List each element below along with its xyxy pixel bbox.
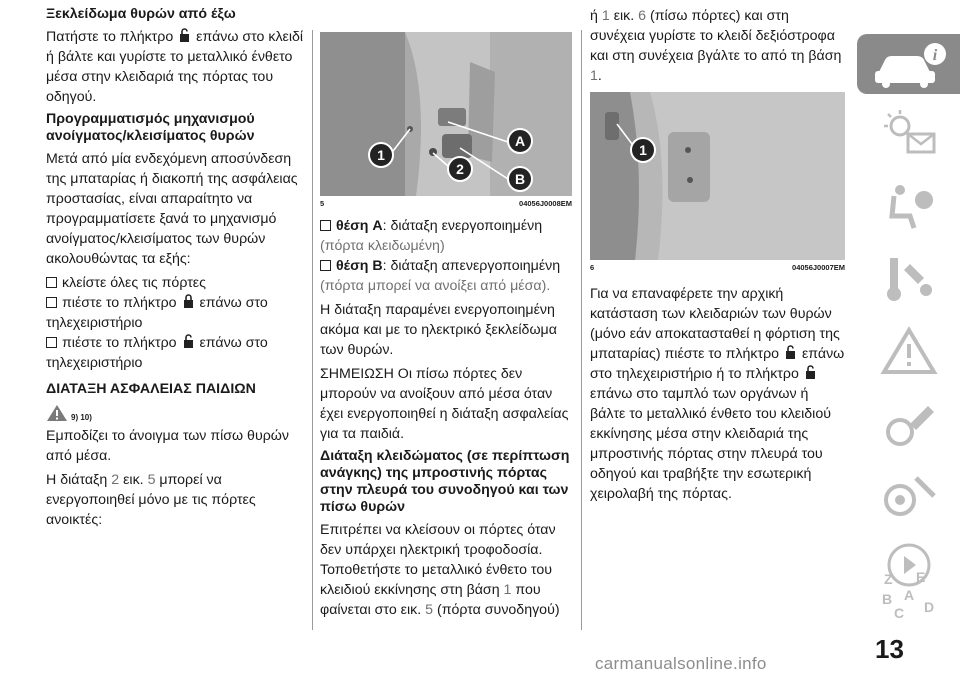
text: : διάταξη ενεργοποιημένη [382,218,543,234]
section-heading-emergency-lock: Διάταξη κλειδώματος (σε περίπτωση ανάγκης) της μπροστινής πόρτας στην πλευρά του συνοδηγού και των πίσω θυρών [320,448,570,515]
position-b-note: (πόρτα μπορεί να ανοίξει από μέσα). [320,278,551,294]
paragraph-unlock [46,27,308,107]
rear-door-illustration [590,92,845,260]
list-item [46,273,308,293]
text: εικ. [613,8,635,24]
paragraph-restore [590,284,845,504]
paragraph-emergency-lock [320,520,572,620]
paragraph-child-safety: Εμποδίζει το άνοιγμα των πίσω θυρών από μέσα. [46,428,289,464]
car-info-icon [857,34,960,94]
warning-triangle-icon [880,326,938,376]
section-heading-child-safety: ΔΙΑΤΑΞΗ ΑΣΦΑΛΕΙΑΣ ΠΑΙΔΙΩΝ [46,381,256,397]
unlock-padlock-icon [805,365,816,380]
paragraph-device-active: Η διάταξη παραμένει ενεργοποιημένη ακόμα και με το ηλεκτρικό ξεκλείδωμα των θυρών. [320,302,557,358]
lock-padlock-icon [183,294,194,309]
figure-caption [590,263,845,272]
page-number: 13 [875,634,904,664]
reference-number: 1 [601,8,610,24]
list-item [46,333,308,373]
position-label: θέση B [336,258,383,274]
text: . [597,68,602,84]
text: Πατήστε το πλήκτρο [46,29,174,45]
paragraph-continuation [590,6,845,86]
text: (πόρτα συνοδηγού) [436,602,560,618]
list-item [46,293,308,333]
svg-text:C: C [894,605,905,620]
reference-number: 1 [503,582,512,598]
text: που φαίνεται στο εικ. [320,582,541,618]
text: μπορεί να ενεργοποιηθεί μόνο με τις πόρτες ανοικτές: [46,472,256,528]
text: ή [590,8,598,24]
figure-5-door-lock-photo [320,32,572,196]
checkbox-bullet-icon [46,277,57,288]
text: εικ. [123,472,144,488]
figure-number: 5 [320,199,325,208]
reference-number: 6 [638,8,647,24]
reference-number: 2 [111,472,120,488]
text: επάνω στο ταμπλό των οργάνων ή βάλτε το μεταλλικό ένθετο του κλειδιού εκκίνησης μέσα στην κλειδαριά της μπροστινής πόρτας στην πλευρά του οδηγού και τραβήξτε την εσωτερική χειρολαβή της πόρτας. [590,386,831,502]
unlock-padlock-icon [785,345,796,360]
warning-refs: 9) 10) [71,413,92,422]
text: επάνω στο τηλεχειριστήριο [46,335,268,371]
chapter-tab-active [857,34,960,94]
section-heading-unlock: Ξεκλείδωμα θυρών από έξω [46,6,236,22]
reference-number: 5 [425,602,434,618]
checkbox-bullet-icon [46,297,57,308]
door-lock-illustration [320,32,572,196]
chapter-sidebar [855,0,960,678]
text: (πίσω πόρτες) και στη συνέχεια γυρίστε το κλειδί δεξιόστροφα και στη συνέχεια βγάλτε το από τη βάση [590,8,842,64]
wrench-service-icon [880,398,938,448]
seat-safety-icon [880,182,938,232]
svg-text:D: D [924,599,935,615]
watermark: carmanualsonline.info [595,654,767,673]
unlock-padlock-icon [179,28,190,43]
svg-text:B: B [882,591,893,607]
callout-1: 1 [368,142,394,168]
paragraph-device [46,470,308,530]
text: πιέστε το πλήκτρο [62,295,177,311]
key-start-icon [880,254,938,304]
svg-text:A: A [904,587,915,603]
checkbox-bullet-icon [320,260,331,271]
text: Επιτρέπει να κλείσουν οι πόρτες όταν δεν υπάρχει ηλεκτρική τροφοδοσία. Τοποθετήστε το μεταλλικό ένθετο του κλειδιού εκκίνησης στη βάση [320,522,556,598]
unlock-padlock-icon [183,334,194,349]
figure-6-rear-door-photo [590,92,845,260]
checkbox-bullet-icon [46,337,57,348]
paragraph-programming: Μετά από μία ενδεχόμενη αποσύνδεση της μπαταρίας ή διακοπή της ασφάλειας προστασίας, είναι απαραίτητο να προγραμματίσετε ξανά το μηχανισμό ανοίγματος/κλεισίματος των θυρών ακολουθώντας τα εξής: [46,151,298,267]
text: Η διάταξη [46,472,108,488]
text: : διάταξη απενεργοποιημένη [382,258,561,274]
dashboard-lights-icon [880,108,938,158]
warning-reference [46,402,308,422]
callout-A: A [507,128,533,154]
column-1 [46,6,308,534]
warning-triangle-icon [46,404,68,422]
column-3 [590,6,845,508]
tech-data-icon [880,470,938,520]
text: επάνω στο τηλεχειριστήριο [46,295,268,331]
column-divider [312,30,313,630]
svg-text:i: i [932,47,938,64]
list-item-position-b [320,256,572,276]
svg-text:Z: Z [884,571,893,587]
figure-number: 6 [590,263,595,272]
text: κλείστε όλες τις πόρτες [62,275,206,291]
callout-2: 2 [447,156,473,182]
svg-text:E: E [916,570,926,585]
reference-number: 5 [147,472,156,488]
callout-1: 1 [630,137,656,163]
list-item-position-a [320,216,572,236]
column-2 [320,6,572,624]
figure-code: 04056J0007EM [792,263,845,272]
text: επάνω στο τηλεχειριστήριο ή το πλήκτρο [590,346,845,382]
callout-B: B [507,166,533,192]
column-divider [581,30,582,630]
text: πιέστε το πλήκτρο [62,335,177,351]
position-label: θέση A [336,218,383,234]
section-heading-programming: Προγραμματισμός μηχανισμού ανοίγματος/κλεισίματος θυρών [46,111,255,144]
text: επάνω στο κλειδί ή βάλτε και γυρίστε το μεταλλικό ένθετο μέσα στην κλειδαριά της πόρτας του οδηγού. [46,29,304,105]
checkbox-bullet-icon [320,220,331,231]
paragraph-note: ΣΗΜΕΙΩΣΗ Οι πίσω πόρτες δεν μπορούν να ανοίξουν από μέσα όταν έχει ενεργοποιηθεί η διάταξη ασφαλείας για τα παιδιά. [320,366,569,442]
position-a-note: (πόρτα κλειδωμένη) [320,238,445,254]
index-icon [880,570,938,620]
reference-number: 1 [590,68,598,84]
text: Για να επαναφέρετε την αρχική κατάσταση των κλειδαριών των θυρών (μόνο εάν αποκατασταθεί η φόρτιση της μπαταρίας) πιέστε το πλήκτρο [590,286,840,362]
figure-code: 04056J0008EM [519,199,572,208]
figure-caption [320,199,572,208]
